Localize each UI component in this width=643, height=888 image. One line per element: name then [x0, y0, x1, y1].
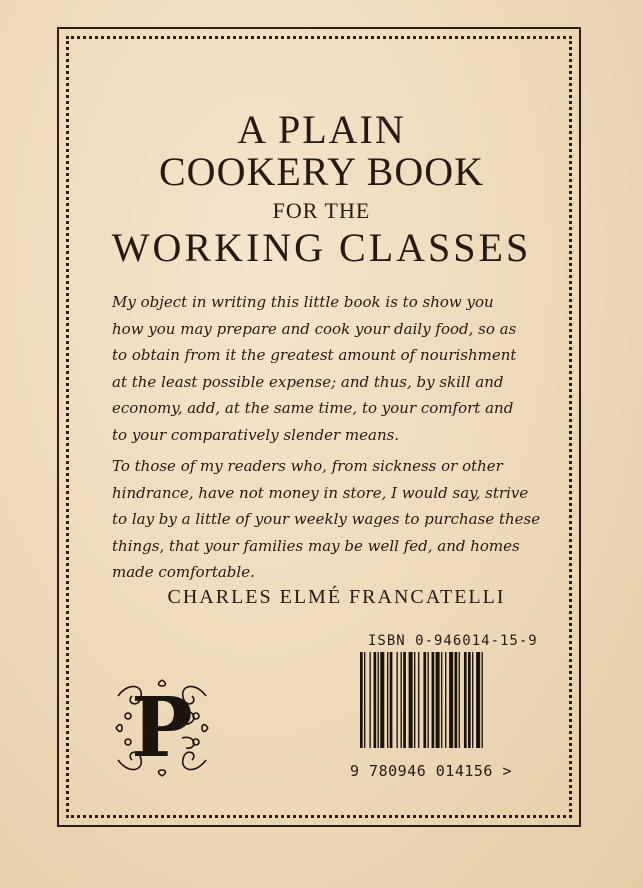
barcode-bar: [390, 652, 393, 748]
barcode-bar: [409, 652, 413, 748]
barcode-bar: [387, 652, 388, 748]
barcode-digits: 9 780946 014156 >: [350, 762, 513, 780]
barcode-bar: [432, 652, 435, 748]
barcode-bar: [445, 652, 446, 748]
barcode-bar: [364, 652, 365, 748]
barcode-bar: [428, 652, 429, 748]
title-line-1: A PLAIN: [237, 107, 406, 152]
logo-letter: P: [131, 680, 193, 776]
barcode-bar: [436, 652, 440, 748]
barcode: [358, 652, 522, 748]
paragraph-line: To those of my readers who, from sickness or other: [112, 457, 503, 475]
barcode-bar: [455, 652, 458, 748]
barcode-bar: [459, 652, 460, 748]
paragraph-line: at the least possible expense; and thus, by skill and: [112, 372, 504, 391]
barcode-bar: [449, 652, 453, 748]
title-line-4: WORKING CLASSES: [111, 225, 532, 270]
title-line-2: COOKERY BOOK: [159, 149, 484, 194]
publisher-logo: [110, 676, 214, 780]
barcode-bar: [378, 652, 379, 748]
barcode-bar: [464, 652, 467, 748]
paragraph-line: My object in writing this little book is to show you: [112, 293, 494, 311]
barcode-bar: [369, 652, 370, 748]
barcode-bar: [476, 652, 480, 748]
barcode-bar: [360, 652, 363, 748]
barcode-bar: [441, 652, 442, 748]
barcode-bar: [396, 652, 397, 748]
barcode-bar: [418, 652, 419, 748]
paragraph-line: hindrance, have not money in store, I would say, strive: [112, 483, 529, 502]
author-name: CHARLES ELMÉ FRANCATELLI: [167, 586, 506, 608]
paragraph-line: things, that your families may be well fed, and homes: [112, 536, 520, 555]
barcode-bar: [403, 652, 406, 748]
paragraph-line: to obtain from it the greatest amount of nourishment: [112, 346, 517, 364]
paragraph-1: [112, 289, 544, 448]
barcode-bar: [401, 652, 402, 748]
paragraph-line: made comfortable.: [112, 563, 255, 581]
barcode-bar: [468, 652, 471, 748]
barcode-bar: [482, 652, 483, 748]
barcode-bar: [380, 652, 384, 748]
title-line-3: FOR THE: [272, 198, 371, 223]
paragraph-line: economy, add, at the same time, to your comfort and: [112, 399, 514, 417]
barcode-bar: [374, 652, 377, 748]
paragraph-line: to your comparatively slender means.: [112, 425, 400, 444]
isbn-label: ISBN 0-946014-15-9: [368, 633, 538, 649]
paragraph-2: [112, 453, 544, 586]
barcode-bar: [472, 652, 473, 748]
barcode-bar: [414, 652, 415, 748]
barcode-bar: [423, 652, 426, 748]
paragraph-line: to lay by a little of your weekly wages to purchase these: [112, 510, 541, 528]
paragraph-line: how you may prepare and cook your daily food, so as: [112, 319, 517, 338]
